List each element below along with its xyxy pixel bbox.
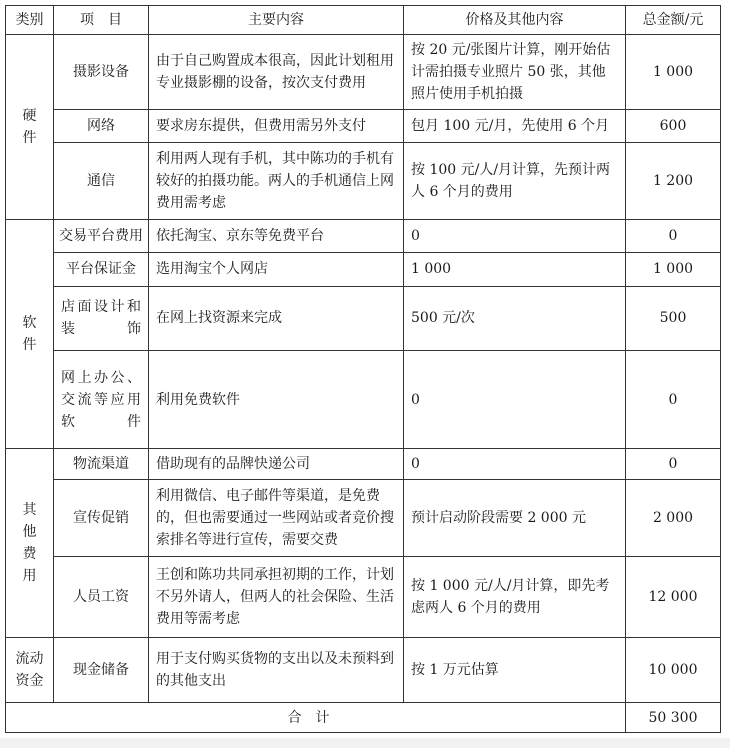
total-cell: 10 000: [626, 637, 721, 703]
total-cell: 0: [626, 220, 721, 253]
table-row: [6, 35, 721, 110]
total-cell: 1 000: [626, 35, 721, 110]
content-cell: 由于自己购置成本很高，因此计划租用专业摄影棚的设备，按次支付费用: [149, 35, 404, 110]
price-cell: 包月 100 元/月，先使用 6 个月: [404, 109, 626, 143]
header-total: 总金额/元: [626, 6, 721, 35]
item-cell: 网络: [54, 109, 149, 143]
price-cell: 按 1 000 元/人/月计算，即先考虑两人 6 个月的费用: [404, 556, 626, 637]
content-cell: 利用两人现有手机，其中陈功的手机有较好的拍摄功能。两人的手机通信上网费用需考虑: [149, 143, 404, 220]
budget-table: [5, 5, 721, 733]
item-cell: 摄影设备: [54, 35, 149, 110]
price-cell: 0: [404, 220, 626, 253]
table-row: [6, 220, 721, 253]
item-cell: 宣传促销: [54, 480, 149, 557]
content-cell: 选用淘宝个人网店: [149, 252, 404, 286]
content-cell: 借助现有的品牌快递公司: [149, 449, 404, 480]
header-row: [6, 6, 721, 35]
sum-row: [6, 703, 721, 733]
total-cell: 1 000: [626, 252, 721, 286]
category-cell: 软 件: [6, 220, 54, 449]
sum-total: 50 300: [626, 703, 721, 733]
table-row: [6, 252, 721, 286]
price-cell: 500 元/次: [404, 286, 626, 350]
content-cell: 依托淘宝、京东等免费平台: [149, 220, 404, 253]
sum-label: 合计: [6, 703, 626, 733]
table-row: [6, 449, 721, 480]
item-cell: 通信: [54, 143, 149, 220]
bottom-band: [0, 738, 730, 748]
table-row: [6, 480, 721, 557]
table-row: [6, 556, 721, 637]
content-cell: 在网上找资源来完成: [149, 286, 404, 350]
table-row: [6, 143, 721, 220]
item-cell: 人员工资: [54, 556, 149, 637]
item-cell: 交易平台费用: [54, 220, 149, 253]
price-cell: 按 1 万元估算: [404, 637, 626, 703]
content-cell: 利用免费软件: [149, 351, 404, 449]
category-cell: 硬 件: [6, 35, 54, 220]
item-cell: 平台保证金: [54, 252, 149, 286]
table-row: [6, 109, 721, 143]
price-cell: 按 20 元/张图片计算，刚开始估计需拍摄专业照片 50 张，其他照片使用手机拍摄: [404, 35, 626, 110]
price-cell: 按 100 元/人/月计算，先预计两人 6 个月的费用: [404, 143, 626, 220]
price-cell: 预计启动阶段需要 2 000 元: [404, 480, 626, 557]
total-cell: 1 200: [626, 143, 721, 220]
total-cell: 500: [626, 286, 721, 350]
content-cell: 利用微信、电子邮件等渠道，是免费的，但也需要通过一些网站或者竞价搜索排名等进行宣传，需要交费: [149, 480, 404, 557]
header-price: 价格及其他内容: [404, 6, 626, 35]
price-cell: 1 000: [404, 252, 626, 286]
total-cell: 0: [626, 351, 721, 449]
total-cell: 2 000: [626, 480, 721, 557]
item-cell: 物流渠道: [54, 449, 149, 480]
category-cell: 其 他 费 用: [6, 449, 54, 637]
header-item: 项 目: [54, 6, 149, 35]
item-cell: 现金储备: [54, 637, 149, 703]
content-cell: 要求房东提供，但费用需另外支付: [149, 109, 404, 143]
price-cell: 0: [404, 351, 626, 449]
total-cell: 12 000: [626, 556, 721, 637]
price-cell: 0: [404, 449, 626, 480]
table-row: [6, 637, 721, 703]
item-cell: 网上办公、交流等应用软件: [54, 351, 149, 449]
category-cell: 流动 资金: [6, 637, 54, 703]
table-row: [6, 286, 721, 350]
total-cell: 600: [626, 109, 721, 143]
content-cell: 王创和陈功共同承担初期的工作，计划不另外请人，但两人的社会保险、生活费用等需考虑: [149, 556, 404, 637]
content-cell: 用于支付购买货物的支出以及未预料到的其他支出: [149, 637, 404, 703]
header-category: 类别: [6, 6, 54, 35]
total-cell: 0: [626, 449, 721, 480]
table-row: [6, 351, 721, 449]
item-cell: 店面设计和装饰: [54, 286, 149, 350]
header-content: 主要内容: [149, 6, 404, 35]
